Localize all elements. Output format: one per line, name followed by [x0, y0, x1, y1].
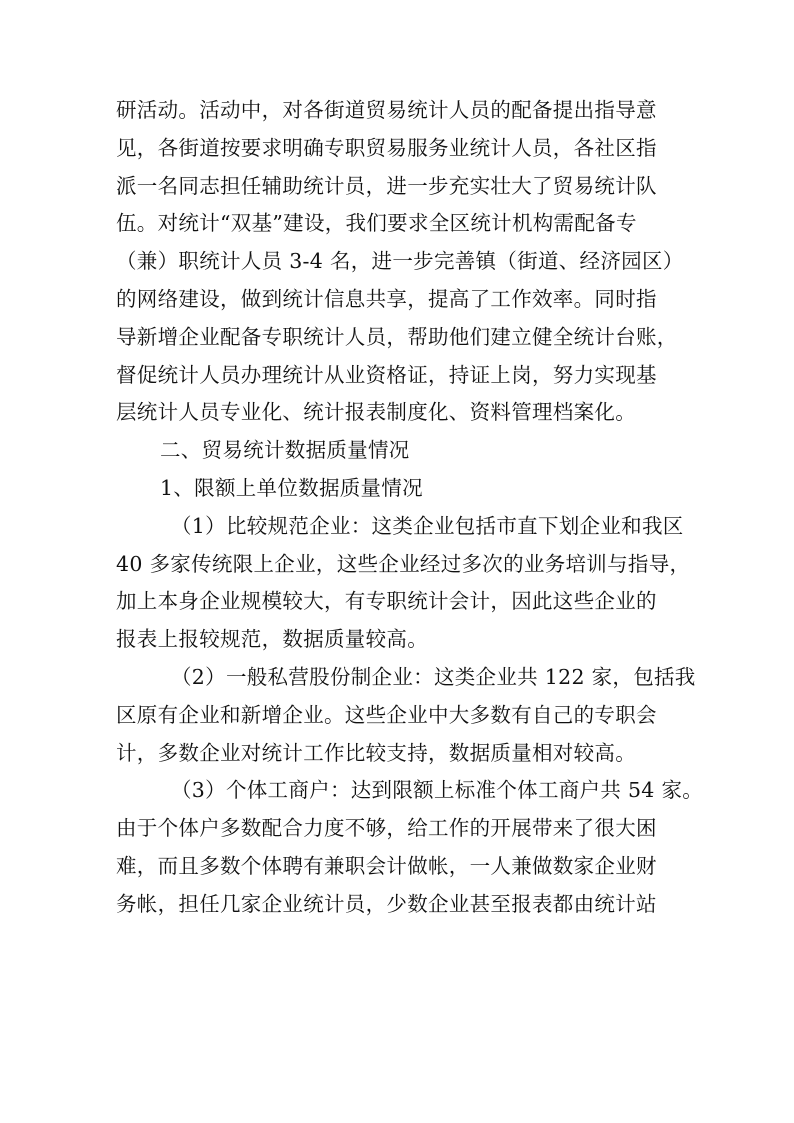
text-line: 40 多家传统限上企业，这些企业经过多次的业务培训与指导， [116, 551, 691, 576]
text-line: 研活动。活动中，对各街道贸易统计人员的配备提出指导意 [116, 98, 657, 122]
text-line: 区原有企业和新增企业。这些企业中大多数有自己的专职会 [116, 702, 657, 727]
text-line: 层统计人员专业化、统计报表制度化、资料管理档案化。 [116, 400, 636, 425]
text-line: 的网络建设，做到统计信息共享，提高了工作效率。同时指 [116, 286, 657, 311]
text-line: 报表上报较规范，数据质量较高。 [116, 627, 428, 652]
text-line: 务帐，担任几家企业统计员，少数企业甚至报表都由统计站 [116, 891, 657, 916]
text-line: （3）个体工商户：达到限额上标准个体工商户共 54 家。 [171, 778, 704, 803]
document-body [116, 92, 704, 924]
text-line: 见，各街道按要求明确专职贸易服务业统计人员，各社区指 [116, 135, 657, 160]
text-line: 加上本身企业规模较大，有专职统计会计，因此这些企业的 [116, 589, 657, 614]
text-line: 派一名同志担任辅助统计员，进一步充实壮大了贸易统计队 [116, 173, 657, 198]
text-line: （兼）职统计人员 3-4 名，进一步完善镇（街道、经济园区） [116, 249, 684, 274]
text-line: （1）比较规范企业：这类企业包括市直下划企业和我区 [171, 513, 684, 538]
text-line: 督促统计人员办理统计从业资格证，持证上岗，努力实现基 [116, 362, 657, 387]
text-line: 计，多数企业对统计工作比较支持，数据质量相对较高。 [116, 740, 636, 765]
text-line: 由于个体户多数配合力度不够，给工作的开展带来了很大困 [116, 816, 657, 841]
text-line: 导新增企业配备专职统计人员，帮助他们建立健全统计台账， [116, 324, 678, 349]
text-line: 难，而且多数个体聘有兼职会计做帐，一人兼做数家企业财 [116, 853, 657, 878]
section-heading: 二、贸易统计数据质量情况 [160, 438, 410, 463]
text-line: （2）一般私营股份制企业：这类企业共 122 家，包括我 [171, 664, 696, 689]
text-line: 伍。对统计“双基”建设，我们要求全区统计机构需配备专 [116, 211, 637, 236]
subsection-heading: 1、限额上单位数据质量情况 [160, 475, 423, 500]
